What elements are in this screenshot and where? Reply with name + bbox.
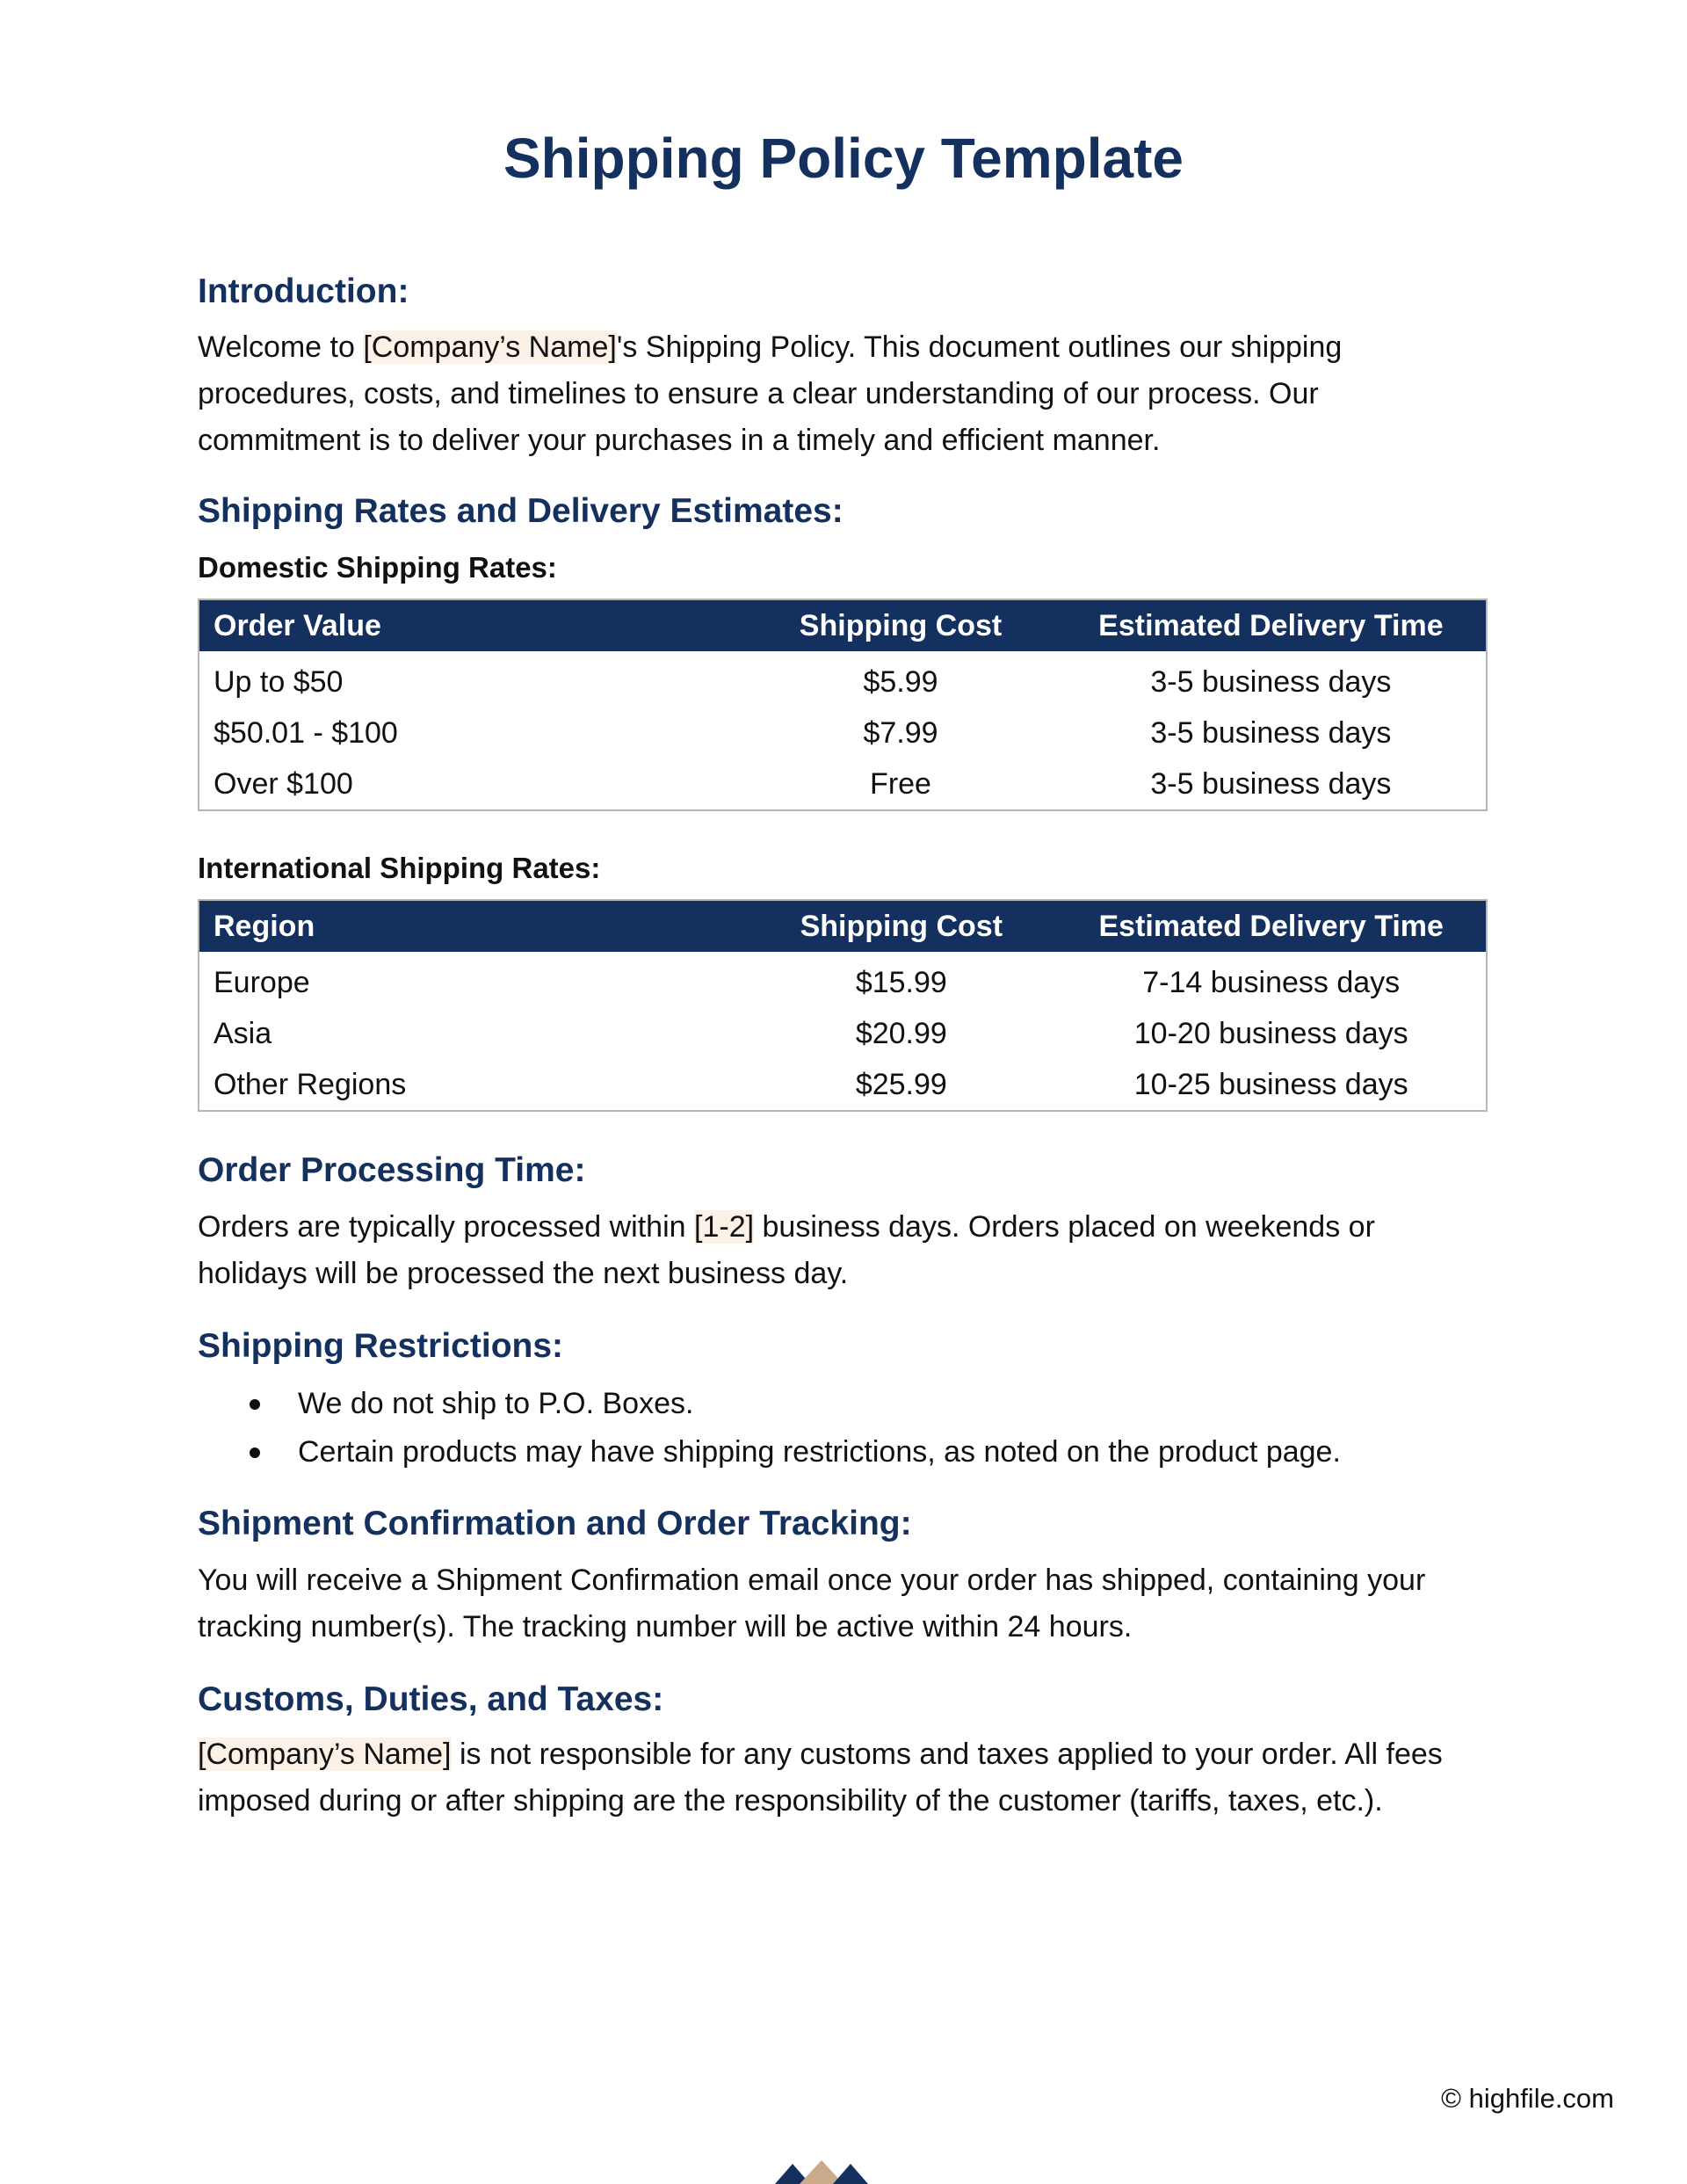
customs-heading: Customs, Duties, and Taxes:: [198, 1680, 664, 1718]
table-cell: 7-14 business days: [1142, 965, 1401, 999]
domestic-rates-heading: Domestic Shipping Rates:: [198, 551, 557, 584]
company-name-placeholder: [Company’s Name]: [198, 1738, 452, 1771]
column-header: Order Value: [199, 599, 745, 651]
column-header: Shipping Cost: [746, 900, 1056, 952]
table-cell: 10-20 business days: [1133, 1016, 1408, 1050]
footer-copyright: © highfile.com: [1441, 2083, 1614, 2114]
column-header: Shipping Cost: [745, 599, 1056, 651]
domestic-rates-table: [198, 599, 1488, 811]
international-rates-table: [198, 899, 1488, 1112]
international-rates-heading: International Shipping Rates:: [198, 852, 601, 884]
table-row: [199, 707, 1487, 758]
brand-logo-icon: [756, 2144, 887, 2184]
table-row: [199, 1008, 1487, 1059]
table-cell: Free: [870, 766, 931, 801]
table-cell: Up to $50: [214, 664, 344, 699]
table-cell: $15.99: [855, 965, 947, 999]
customs-paragraph: [198, 1731, 1489, 1825]
intro-text-after: 's Shipping Policy. This document outlines our shipping procedures, costs, and timelines to ensure a clear understanding of our process. Our commitment is to deliver your purchases in a timely and efficient manner.: [198, 330, 1343, 457]
table-cell: Europe: [214, 965, 310, 999]
table-cell: $50.01 - $100: [214, 715, 398, 750]
table-row: [199, 758, 1487, 810]
table-cell: 3-5 business days: [1150, 664, 1392, 699]
processing-days-placeholder: [1-2]: [694, 1210, 755, 1244]
tracking-heading: Shipment Confirmation and Order Tracking:: [198, 1505, 912, 1542]
table-header-row: [199, 599, 1487, 651]
table-cell: $5.99: [863, 664, 938, 699]
table-cell: 10-25 business days: [1133, 1067, 1408, 1101]
rates-heading: Shipping Rates and Delivery Estimates:: [198, 492, 844, 530]
bullet-icon: [250, 1399, 260, 1410]
intro-paragraph: [198, 324, 1489, 464]
table-cell: $20.99: [855, 1016, 947, 1050]
list-item: [198, 1428, 1341, 1477]
table-row: [199, 952, 1487, 1008]
table-cell: Asia: [214, 1016, 272, 1050]
column-header: Estimated Delivery Time: [1056, 599, 1487, 651]
customs-text-after: is not responsible for any customs and taxes applied to your order. All fees imposed during or after shipping are the responsibility of the customer (tariffs, taxes, etc.).: [198, 1738, 1443, 1818]
table-cell: 3-5 business days: [1150, 766, 1392, 801]
list-item: [198, 1380, 1341, 1428]
processing-text-after: business days. Orders placed on weekends or holidays will be processed the next business day.: [198, 1210, 1375, 1290]
table-row: [199, 1059, 1487, 1111]
document-title: Shipping Policy Template: [503, 127, 1184, 190]
restrictions-list: [198, 1380, 1341, 1477]
bullet-icon: [250, 1448, 260, 1458]
tracking-paragraph: You will receive a Shipment Confirmation email once your order has shipped, containing your tracking number(s). The tracking number will be active within 24 hours.: [198, 1564, 1426, 1643]
table-cell: $25.99: [855, 1067, 947, 1101]
column-header: Estimated Delivery Time: [1056, 900, 1487, 952]
processing-text-before: Orders are typically processed within: [198, 1210, 695, 1244]
company-name-placeholder: [Company’s Name]: [363, 330, 617, 364]
column-header: Region: [199, 900, 746, 952]
list-item-text: Certain products may have shipping restrictions, as noted on the product page.: [298, 1435, 1341, 1469]
processing-heading: Order Processing Time:: [198, 1151, 586, 1189]
table-cell: $7.99: [863, 715, 938, 750]
table-header-row: [199, 900, 1487, 952]
table-row: [199, 651, 1487, 707]
table-cell: Over $100: [214, 766, 353, 801]
table-cell: Other Regions: [214, 1067, 407, 1101]
processing-paragraph: [198, 1204, 1489, 1297]
list-item-text: We do not ship to P.O. Boxes.: [298, 1387, 694, 1420]
intro-heading: Introduction:: [198, 272, 409, 310]
restrictions-heading: Shipping Restrictions:: [198, 1327, 564, 1365]
table-cell: 3-5 business days: [1150, 715, 1392, 750]
intro-text-before: Welcome to: [198, 330, 364, 364]
